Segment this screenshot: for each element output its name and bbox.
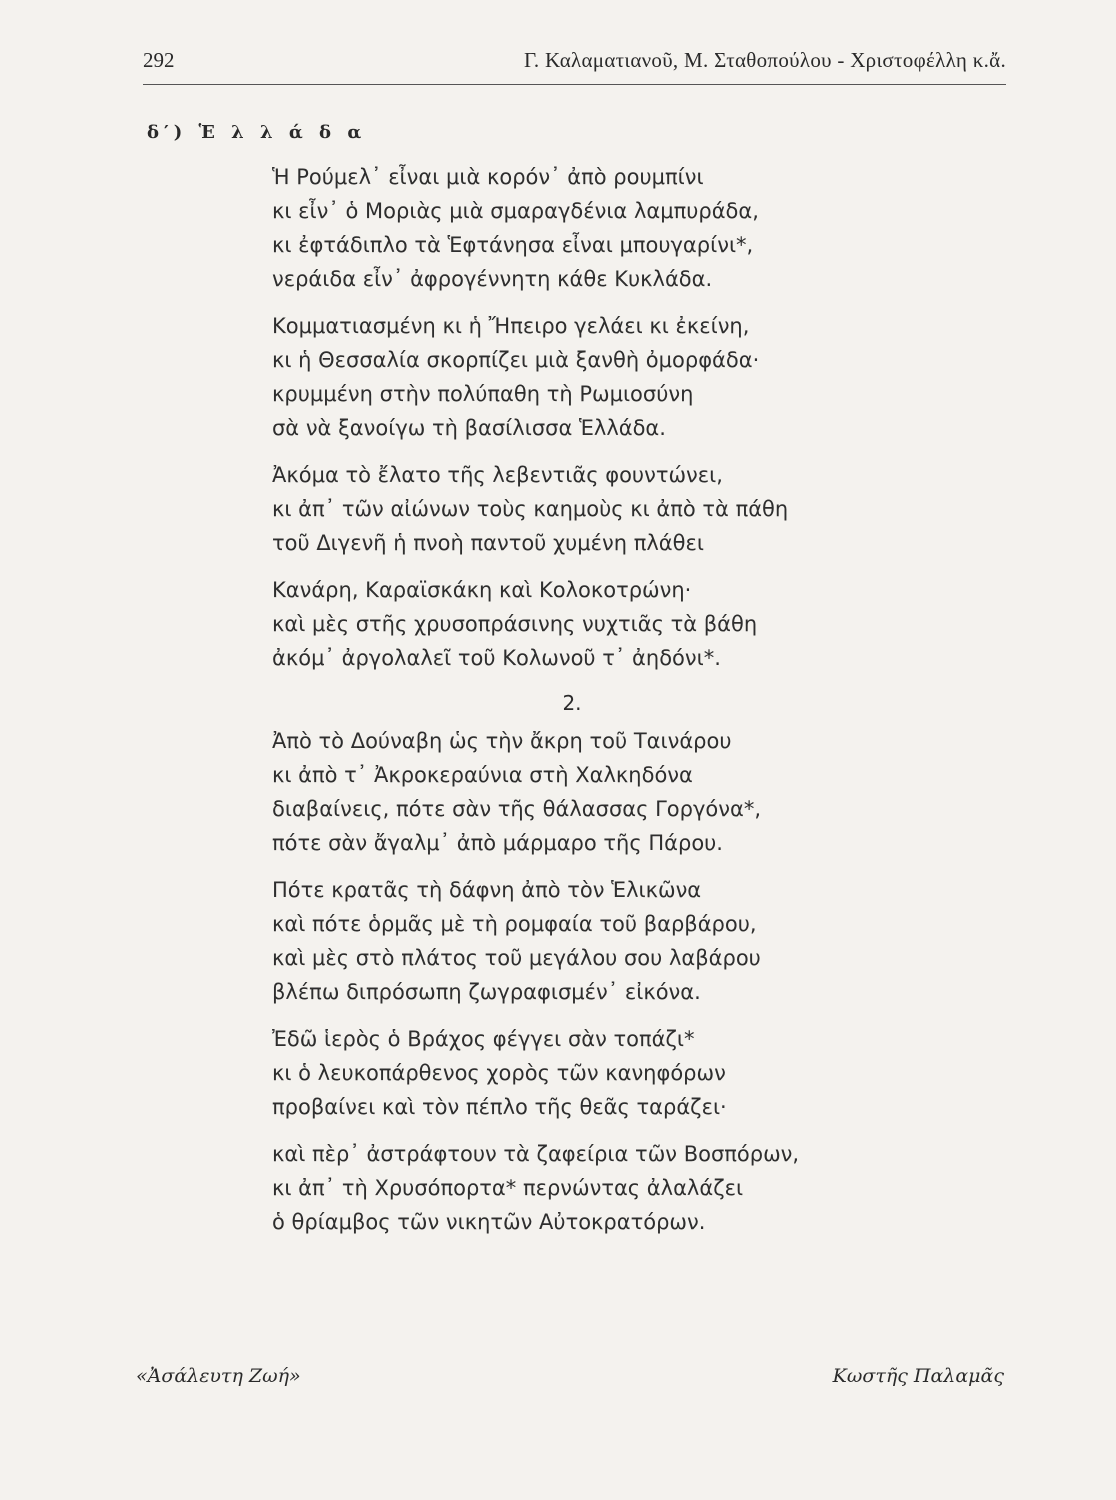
poem-line: σὰ νὰ ξανοίγω τὴ βασίλισσα Ἑλλάδα. [272,416,666,440]
poem-line: ἀκόμ᾽ ἀργολαλεῖ τοῦ Κολωνοῦ τ᾽ ἀηδόνι*. [272,646,721,670]
poem [272,160,992,1252]
page-header [143,42,1006,85]
poem-line: διαβαίνεις, πότε σὰν τῆς θάλασσας Γοργόνα*, [272,797,762,821]
poem-line: πότε σὰν ἄγαλμ᾽ ἀπὸ μάρμαρο τῆς Πάρου. [272,831,723,855]
section-title: δ′) Ἑ λ λ ά δ α [147,122,367,143]
poem-line: Κομματιασμένη κι ἡ Ἤπειρο γελάει κι ἐκείνη, [272,314,750,338]
poem-line: κι ἡ Θεσσαλία σκορπίζει μιὰ ξανθὴ ὀμορφάδα· [272,348,760,372]
poem-line: κι ἀπ᾽ τῶν αἰώνων τοὺς καημοὺς κι ἀπὸ τὰ πάθη [272,497,789,521]
poem-line: Ἀκόμα τὸ ἔλατο τῆς λεβεντιᾶς φουντώνει, [272,463,723,487]
poem-line: Ἐδῶ ἱερὸς ὁ Βράχος φέγγει σὰν τοπάζι* [272,1027,695,1051]
stanza-8 [272,1137,992,1239]
poem-line: Ἀπὸ τὸ Δούναβη ὡς τὴν ἄκρη τοῦ Ταινάρου [272,729,732,753]
poem-line: Κανάρη, Καραϊσκάκη καὶ Κολοκοτρώνη· [272,578,692,602]
poem-line: κι ἀπ᾽ τὴ Χρυσόπορτα* περνώντας ἀλαλάζει [272,1176,744,1200]
page-number: 292 [143,48,175,72]
poem-line: καὶ μὲς στῆς χρυσοπράσινης νυχτιᾶς τὰ βάθη [272,612,758,636]
poem-line: προβαίνει καὶ τὸν πέπλο τῆς θεᾶς ταράζει· [272,1095,727,1119]
author-name: Κωστῆς Παλαμᾶς [832,1365,1004,1387]
poem-line: τοῦ Διγενῆ ἡ πνοὴ παντοῦ χυμένη πλάθει [272,531,704,555]
part-two-label: 2. [562,691,582,715]
poem-line: νεράιδα εἶν᾽ ἀφρογέννητη κάθε Κυκλάδα. [272,267,713,291]
source-title: «Ἀσάλευτη Ζωή» [136,1365,301,1387]
stanza-4 [272,573,992,675]
poem-line: βλέπω διπρόσωπη ζωγραφισμέν᾽ εἰκόνα. [272,980,701,1004]
running-head: Γ. Καλαματιανοῦ, Μ. Σταθοπούλου - Χριστοφέλλη κ.ἄ. [523,48,1006,72]
poem-line: κι ἐφτάδιπλο τὰ Ἑφτάνησα εἶναι μπουγαρίνι*, [272,233,754,257]
stanza-7 [272,1022,992,1124]
poem-line: Ἡ Ρούμελ᾽ εἶναι μιὰ κορόν᾽ ἀπὸ ρουμπίνι [272,165,704,189]
poem-line: κρυμμένη στὴν πολύπαθη τὴ Ρωμιοσύνη [272,382,694,406]
poem-line: καὶ μὲς στὸ πλάτος τοῦ μεγάλου σου λαβάρου [272,946,761,970]
poem-line: καὶ πότε ὁρμᾶς μὲ τὴ ρομφαία τοῦ βαρβάρου, [272,912,757,936]
poem-line: ὁ θρίαμβος τῶν νικητῶν Αὐτοκρατόρων. [272,1210,706,1234]
poem-line: καὶ πὲρ᾽ ἀστράφτουν τὰ ζαφείρια τῶν Βοσπόρων, [272,1142,800,1166]
stanza-5 [272,724,992,860]
poem-line: κι ὁ λευκοπάρθενος χορὸς τῶν κανηφόρων [272,1061,726,1085]
stanza-1 [272,160,992,296]
stanza-6 [272,873,992,1009]
poem-line: κι ἀπὸ τ᾽ Ἀκροκεραύνια στὴ Χαλκηδόνα [272,763,693,787]
poem-line: κι εἶν᾽ ὁ Μοριὰς μιὰ σμαραγδένια λαμπυράδα, [272,199,759,223]
poem-line: Πότε κρατᾶς τὴ δάφνη ἀπὸ τὸν Ἑλικῶνα [272,878,702,902]
stanza-3 [272,458,992,560]
stanza-2 [272,309,992,445]
